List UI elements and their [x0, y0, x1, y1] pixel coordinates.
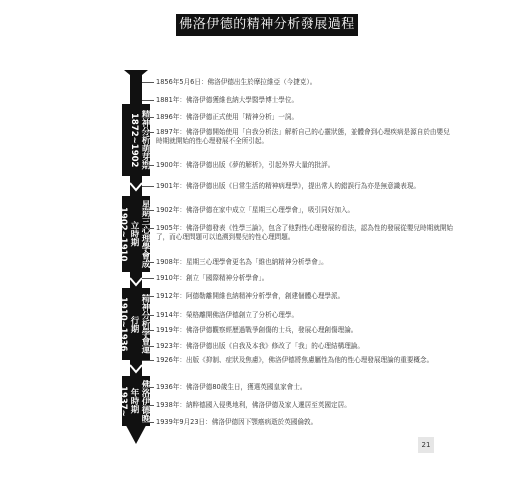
period-box-wednesday-society: [118, 196, 150, 272]
timeline-event: 1896年：佛洛伊德正式使用「精神分析」一詞。: [156, 113, 456, 122]
timeline-event: 1881年：佛洛伊德獲維也納大學醫學博士學位。: [156, 96, 456, 105]
period-label: 精神分析學會運行期: [129, 294, 150, 354]
chevron-down-icon: [129, 277, 143, 287]
timeline-event: 1939年9月23日：佛洛伊德因下顎癌病逝於英國倫敦。: [156, 418, 456, 427]
chevron-down-icon: [129, 364, 143, 374]
timeline-event: 1905年：佛洛伊德發表《性學三論》，包含了他對性心理發展的看法，認為性的發展從嬰兒時期就開始了，而心理問題可以追溯到嬰兒的性心理問題。: [156, 224, 456, 242]
period-label: 精神分析萌芽期: [140, 110, 150, 170]
timeline-event: 1856年5月6日：佛洛伊德出生於摩拉維亞（今捷克）。: [156, 78, 456, 87]
timeline-event: 1902年：佛洛伊德在家中成立「星期三心理學會」，吸引同好加入。: [156, 206, 456, 215]
timeline-event: 1910年：創立「國際精神分析學會」。: [156, 274, 456, 283]
timeline-event: 1919年：佛洛伊德觀察經歷過戰爭創傷的士兵，發展心理創傷理論。: [156, 326, 456, 335]
timeline-event: 1897年：佛洛伊德開始使用「自我分析法」解析自己的心靈狀態，並體會到心理疾病是源自於由嬰兒時期就開始的性心理發展不全所引起。: [156, 128, 456, 146]
timeline-event: 1923年：佛洛伊德出版《自我及本我》修改了「我」的心理結構理論。: [156, 342, 456, 351]
period-years: 1902~1910: [118, 206, 128, 262]
timeline-event: 1912年：阿德勒離開維也納精神分析學會，創建個體心理學派。: [156, 292, 456, 301]
period-box-late-years: [118, 376, 150, 426]
timeline-event: 1914年：榮格離開佛洛伊德創立了分析心理學。: [156, 311, 456, 320]
period-label: 星期三心理學會成立時期: [129, 200, 150, 268]
timeline-event: 1900年：佛洛伊德出版《夢的解析》，引起外界大量的批評。: [156, 161, 456, 170]
timeline-event: 1908年：星期三心理學會更名為「維也納精神分析學會」。: [156, 258, 456, 267]
timeline-event: 1926年：出版《抑制、症狀及焦慮》，佛洛伊德將焦慮屬性為他的性心理發展理論的重要概念。: [156, 356, 456, 365]
timeline-event: 1936年：佛洛伊德80歲生日，獲選英國皇家會士。: [156, 383, 456, 392]
period-years: 1872~1902: [129, 112, 139, 168]
period-label: 佛洛伊德晚年時期: [129, 379, 150, 423]
page-number: 21: [418, 437, 434, 453]
timeline-event: 1901年：佛洛伊德出版《日常生活的精神病理學》，提出常人的錯誤行為亦是無意識表現。: [156, 182, 456, 191]
period-box-association: [118, 288, 150, 360]
chevron-down-icon: [129, 182, 143, 192]
period-years: 1910~1936: [118, 296, 128, 352]
timeline-event: 1938年：納粹德國入侵奧地利，佛洛伊德及家人遷居至英國定居。: [156, 401, 456, 410]
page-title: 佛洛伊德的精神分析發展過程: [176, 14, 358, 36]
period-years: 1937~: [118, 385, 128, 417]
